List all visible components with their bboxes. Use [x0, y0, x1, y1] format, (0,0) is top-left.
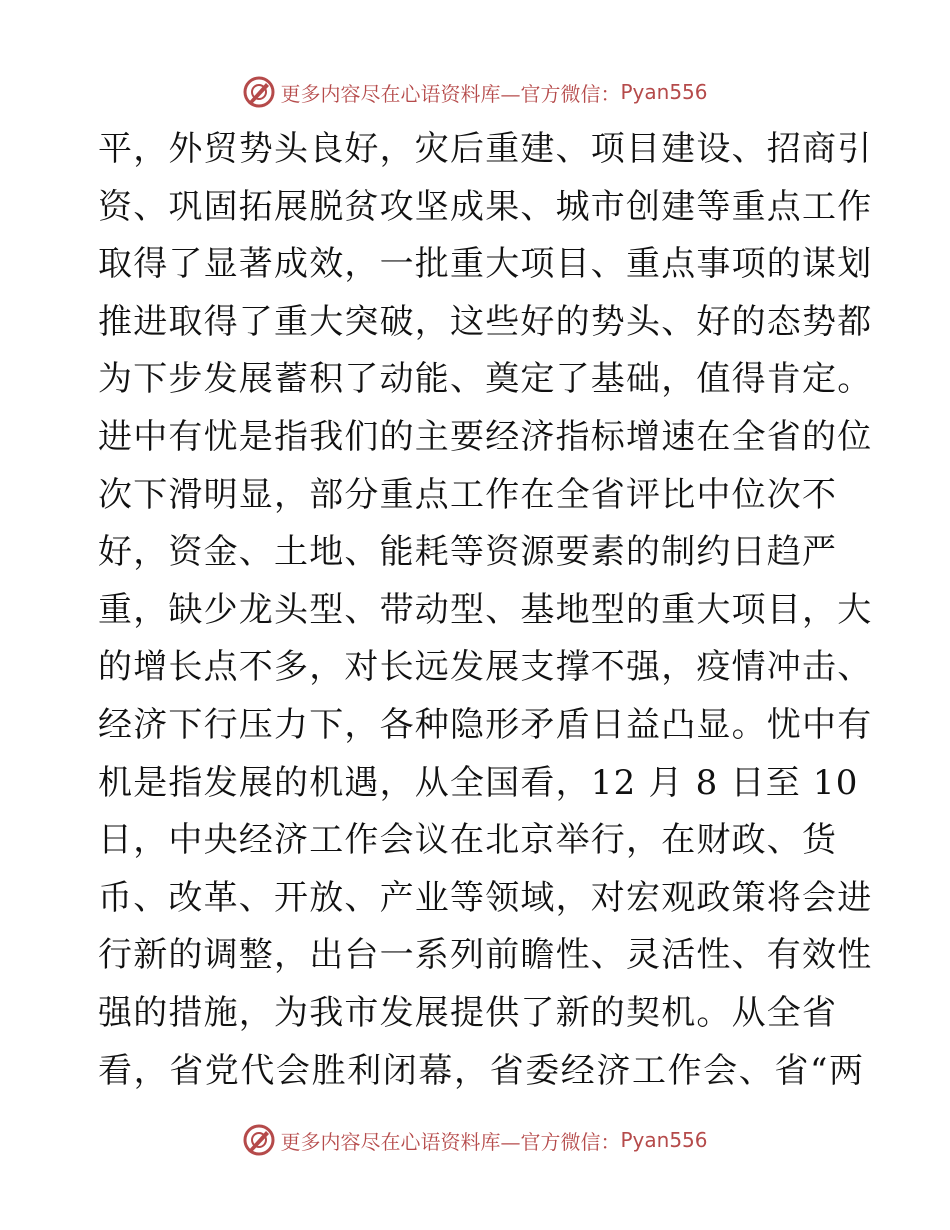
text-line: 重，缺少龙头型、带动型、基地型的重大项目，大 — [98, 589, 873, 630]
text-line: 平，外贸势头良好，灾后重建、项目建设、招商引 — [98, 129, 873, 169]
logo-icon — [242, 75, 276, 109]
footer-banner — [0, 1120, 950, 1160]
document-body — [98, 121, 873, 1100]
header-text: 更多内容尽在心语资料库—官方微信： — [280, 81, 621, 106]
footer-handle: Pyan556 — [620, 1128, 708, 1152]
text-line: 经济下行压力下，各种隐形矛盾日益凸显。忧中有 — [98, 704, 873, 745]
text-line: 机是指发展的机遇，从全国看，12 月 8 日至 10 — [98, 762, 859, 803]
header-handle: Pyan556 — [620, 80, 708, 104]
text-line: 日，中央经济工作会议在北京举行，在财政、货 — [98, 820, 838, 861]
text-line: 币、改革、开放、产业等领域，对宏观政策将会进 — [98, 877, 873, 918]
footer-text: 更多内容尽在心语资料库—官方微信： — [280, 1129, 621, 1154]
text-line: 资、巩固拓展脱贫攻坚成果、城市创建等重点工作 — [98, 186, 873, 227]
header-banner — [0, 72, 950, 112]
text-line: 进中有忧是指我们的主要经济指标增速在全省的位 — [98, 416, 873, 457]
text-line: 的增长点不多，对长远发展支撑不强，疫情冲击、 — [98, 647, 873, 688]
text-line: 推进取得了重大突破，这些好的势头、好的态势都 — [98, 301, 873, 342]
logo-icon — [242, 1123, 276, 1157]
text-line: 取得了显著成效，一批重大项目、重点事项的谋划 — [98, 244, 873, 285]
text-line: 次下滑明显，部分重点工作在全省评比中位次不 — [98, 474, 838, 515]
text-line: 为下步发展蓄积了动能、奠定了基础，值得肯定。 — [98, 359, 873, 400]
text-line: 行新的调整，出台一系列前瞻性、灵活性、有效性 — [98, 935, 873, 976]
text-line: 强的措施，为我市发展提供了新的契机。从全省 — [98, 992, 838, 1033]
text-line: 看，省党代会胜利闭幕，省委经济工作会、省“两 — [98, 1050, 865, 1091]
text-line: 好，资金、土地、能耗等资源要素的制约日趋严 — [98, 532, 838, 573]
